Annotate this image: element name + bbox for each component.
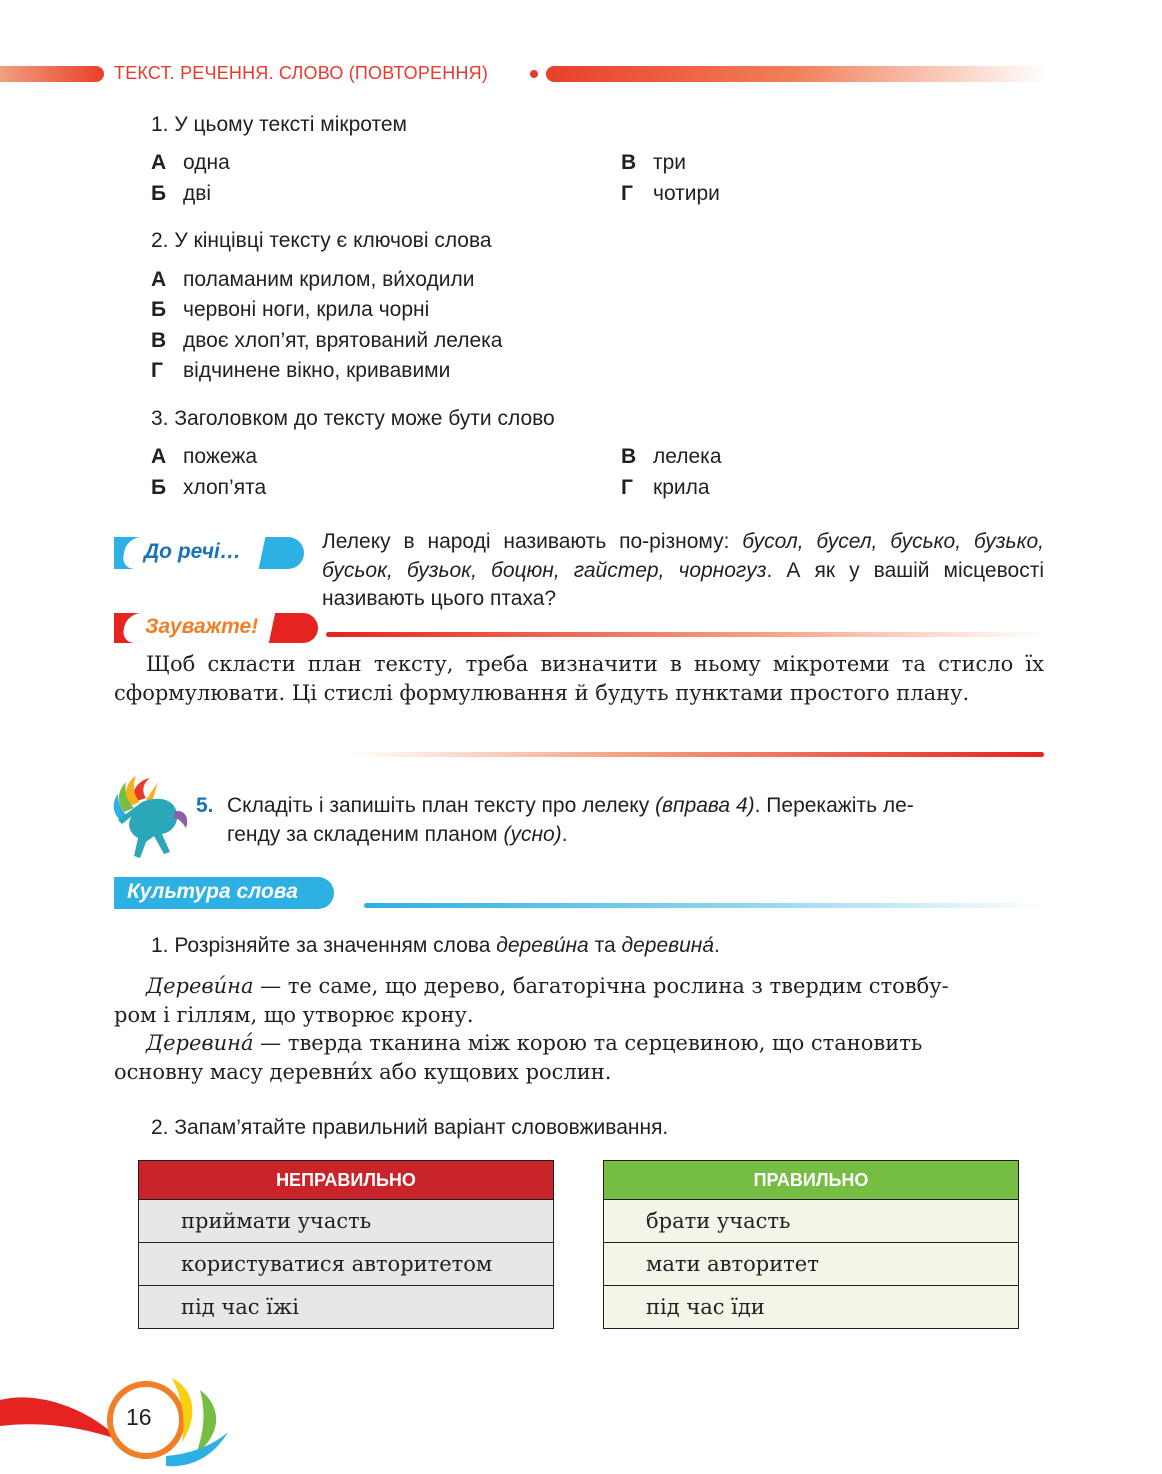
question-1: 1. У цьому тексті мікротем: [151, 113, 407, 136]
exercise-text: Складіть і запишіть план тексту про лелеку (вправа 4). Перекажіть ле- генду за складеним планом (усно).: [227, 794, 914, 846]
option-2b: Б червоні ноги, крила чорні: [151, 298, 430, 321]
option-1a: А одна: [151, 151, 230, 174]
question-2: 2. У кінцівці тексту є ключові слова: [151, 229, 492, 252]
table-row: під час їди: [604, 1286, 1018, 1328]
culture-label: Культура слова: [127, 880, 298, 903]
option-2d: Г відчинене вікно, кривавими: [151, 359, 451, 382]
option-3d: Г крила: [621, 476, 710, 499]
attention-top-rule: [326, 632, 1044, 637]
unicorn-icon: [112, 772, 192, 862]
table-row: приймати участь: [139, 1200, 553, 1243]
option-1b: Б дві: [151, 182, 212, 205]
running-header: ТЕКСТ. РЕЧЕННЯ. СЛОВО (ПОВТОРЕННЯ): [114, 63, 489, 83]
attention-label: Зауважте!: [145, 615, 259, 638]
header-stripe-left: [0, 66, 104, 82]
option-2a: А поламаним крилом, ви́ходили: [151, 268, 475, 291]
option-2c: В двоє хлоп’ят, врятований лелека: [151, 329, 503, 352]
option-3b: Б хлоп’ята: [151, 476, 267, 499]
culture-rule: [364, 903, 1044, 908]
table-row: мати авторитет: [604, 1243, 1018, 1286]
option-1c: В три: [621, 151, 687, 174]
option-3c: В лелека: [621, 445, 722, 468]
definition-2: Деревина́ — тверда тканина між корою та серцевиною, що становить основну масу деревни́х або кущових рослин.: [114, 1031, 923, 1084]
note-label: До речі…: [144, 540, 241, 563]
table-wrong: [138, 1160, 554, 1329]
exercise-number: 5.: [196, 794, 214, 817]
header-dot: [530, 70, 538, 78]
table-right-header: ПРАВИЛЬНО: [604, 1161, 1018, 1200]
page-number: 16: [126, 1404, 152, 1430]
table-row: користуватися авторитетом: [139, 1243, 553, 1286]
question-3: 3. Заголовком до тексту може бути слово: [151, 407, 555, 430]
attention-bottom-rule: [350, 752, 1044, 757]
table-right: [603, 1160, 1019, 1329]
attention-text: Щоб скласти план тексту, треба визначити в ньому мікротеми та стисло їх сформулювати. Ці стислі формулювання й будуть пунктами простого плану.: [114, 652, 1044, 705]
table-wrong-header: НЕПРАВИЛЬНО: [139, 1161, 553, 1200]
option-3a: А пожежа: [151, 445, 258, 468]
header-stripe-right: [546, 66, 1046, 82]
footer-decoration: [0, 1370, 230, 1474]
definition-1: Дереви́на — те саме, що дерево, багаторічна рослина з твердим стовбу- ром і гіллям, що утворює крону.: [114, 974, 949, 1027]
option-1d: Г чотири: [621, 182, 720, 205]
culture-item-2: 2. Запам’ятайте правильний варіант слововживання.: [151, 1116, 669, 1139]
culture-item-1: 1. Розрізняйте за значенням слова дереви́на та деревина́.: [151, 934, 720, 957]
table-row: брати участь: [604, 1200, 1018, 1243]
table-row: під час їжі: [139, 1286, 553, 1328]
note-text: Лелеку в народі називають по-різному: бусол, бусел, бусько, бузько, бусьок, бузьок, боцюн, гайстер, чорногуз. А як у вашій місцевості називають цього птаха?: [322, 530, 1044, 610]
